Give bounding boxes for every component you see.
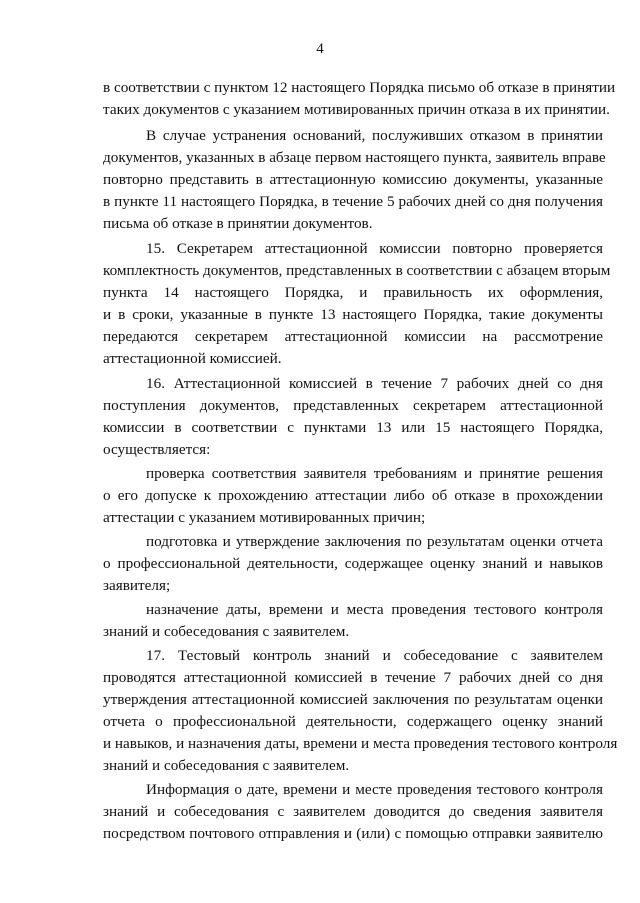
text-line: отчета о профессиональной деятельности, содержащего оценку знаний (103, 713, 603, 730)
text-line: о его допуске к прохождению аттестации либо об отказе в прохождении (103, 487, 603, 504)
text-line: документов, указанных в абзаце первом настоящего пункта, заявитель вправе (103, 149, 606, 166)
text-line: в соответствии с пунктом 12 настоящего Порядка письмо об отказе в принятии (103, 79, 616, 96)
text-line: Информация о дате, времени и месте проведения тестового контроля (146, 781, 603, 798)
text-line: письма об отказе в принятии документов. (103, 215, 373, 232)
text-line: передаются секретарем аттестационной комиссии на рассмотрение (103, 328, 603, 345)
text-line: о профессиональной деятельности, содержащее оценку знаний и навыков (103, 555, 603, 572)
text-line: комплектность документов, представленных в соответствии с абзацем вторым (103, 262, 611, 279)
text-line: заявителя; (103, 577, 171, 594)
text-line: осуществляется: (103, 441, 211, 458)
text-line: аттестационной комиссией. (103, 350, 282, 367)
text-line: в пункте 11 настоящего Порядка, в течение 5 рабочих дней со дня получения (103, 193, 603, 210)
text-line: поступления документов, представленных секретарем аттестационной (103, 397, 603, 414)
text-line: повторно представить в аттестационную комиссию документы, указанные (103, 171, 603, 188)
text-line: 16. Аттестационной комиссией в течение 7 рабочих дней со дня (146, 375, 603, 392)
text-line: назначение даты, времени и места проведения тестового контроля (146, 601, 603, 618)
text-line: аттестации с указанием мотивированных причин; (103, 509, 426, 526)
text-line: комиссии в соответствии с пунктами 13 или 15 настоящего Порядка, (103, 419, 603, 436)
text-line: 15. Секретарем аттестационной комиссии повторно проверяется (146, 240, 603, 257)
text-line: знаний и собеседования с заявителем. (103, 623, 350, 640)
text-line: таких документов с указанием мотивированных причин отказа в их принятии. (103, 101, 610, 118)
text-line: и навыков, и назначения даты, времени и места проведения тестового контроля (103, 735, 618, 752)
page-number: 4 (316, 41, 324, 57)
text-line: посредством почтового отправления и (или) с помощью отправки заявителю (103, 825, 603, 842)
text-line: и в сроки, указанные в пункте 13 настоящего Порядка, такие документы (103, 306, 603, 323)
text-line: проверка соответствия заявителя требованиям и принятие решения (146, 465, 603, 482)
text-line: утверждения аттестационной комиссией заключения по результатам оценки (103, 691, 603, 708)
text-line: В случае устранения оснований, послуживших отказом в принятии (146, 127, 603, 144)
text-line: пункта 14 настоящего Порядка, и правильность их оформления, (103, 284, 603, 301)
text-line: проводятся аттестационной комиссией в течение 7 рабочих дней со дня (103, 669, 603, 686)
text-line: знаний и собеседования с заявителем доводится до сведения заявителя (103, 803, 603, 820)
text-line: 17. Тестовый контроль знаний и собеседование с заявителем (146, 647, 603, 664)
text-line: знаний и собеседования с заявителем. (103, 757, 350, 774)
text-line: подготовка и утверждение заключения по результатам оценки отчета (146, 533, 603, 550)
